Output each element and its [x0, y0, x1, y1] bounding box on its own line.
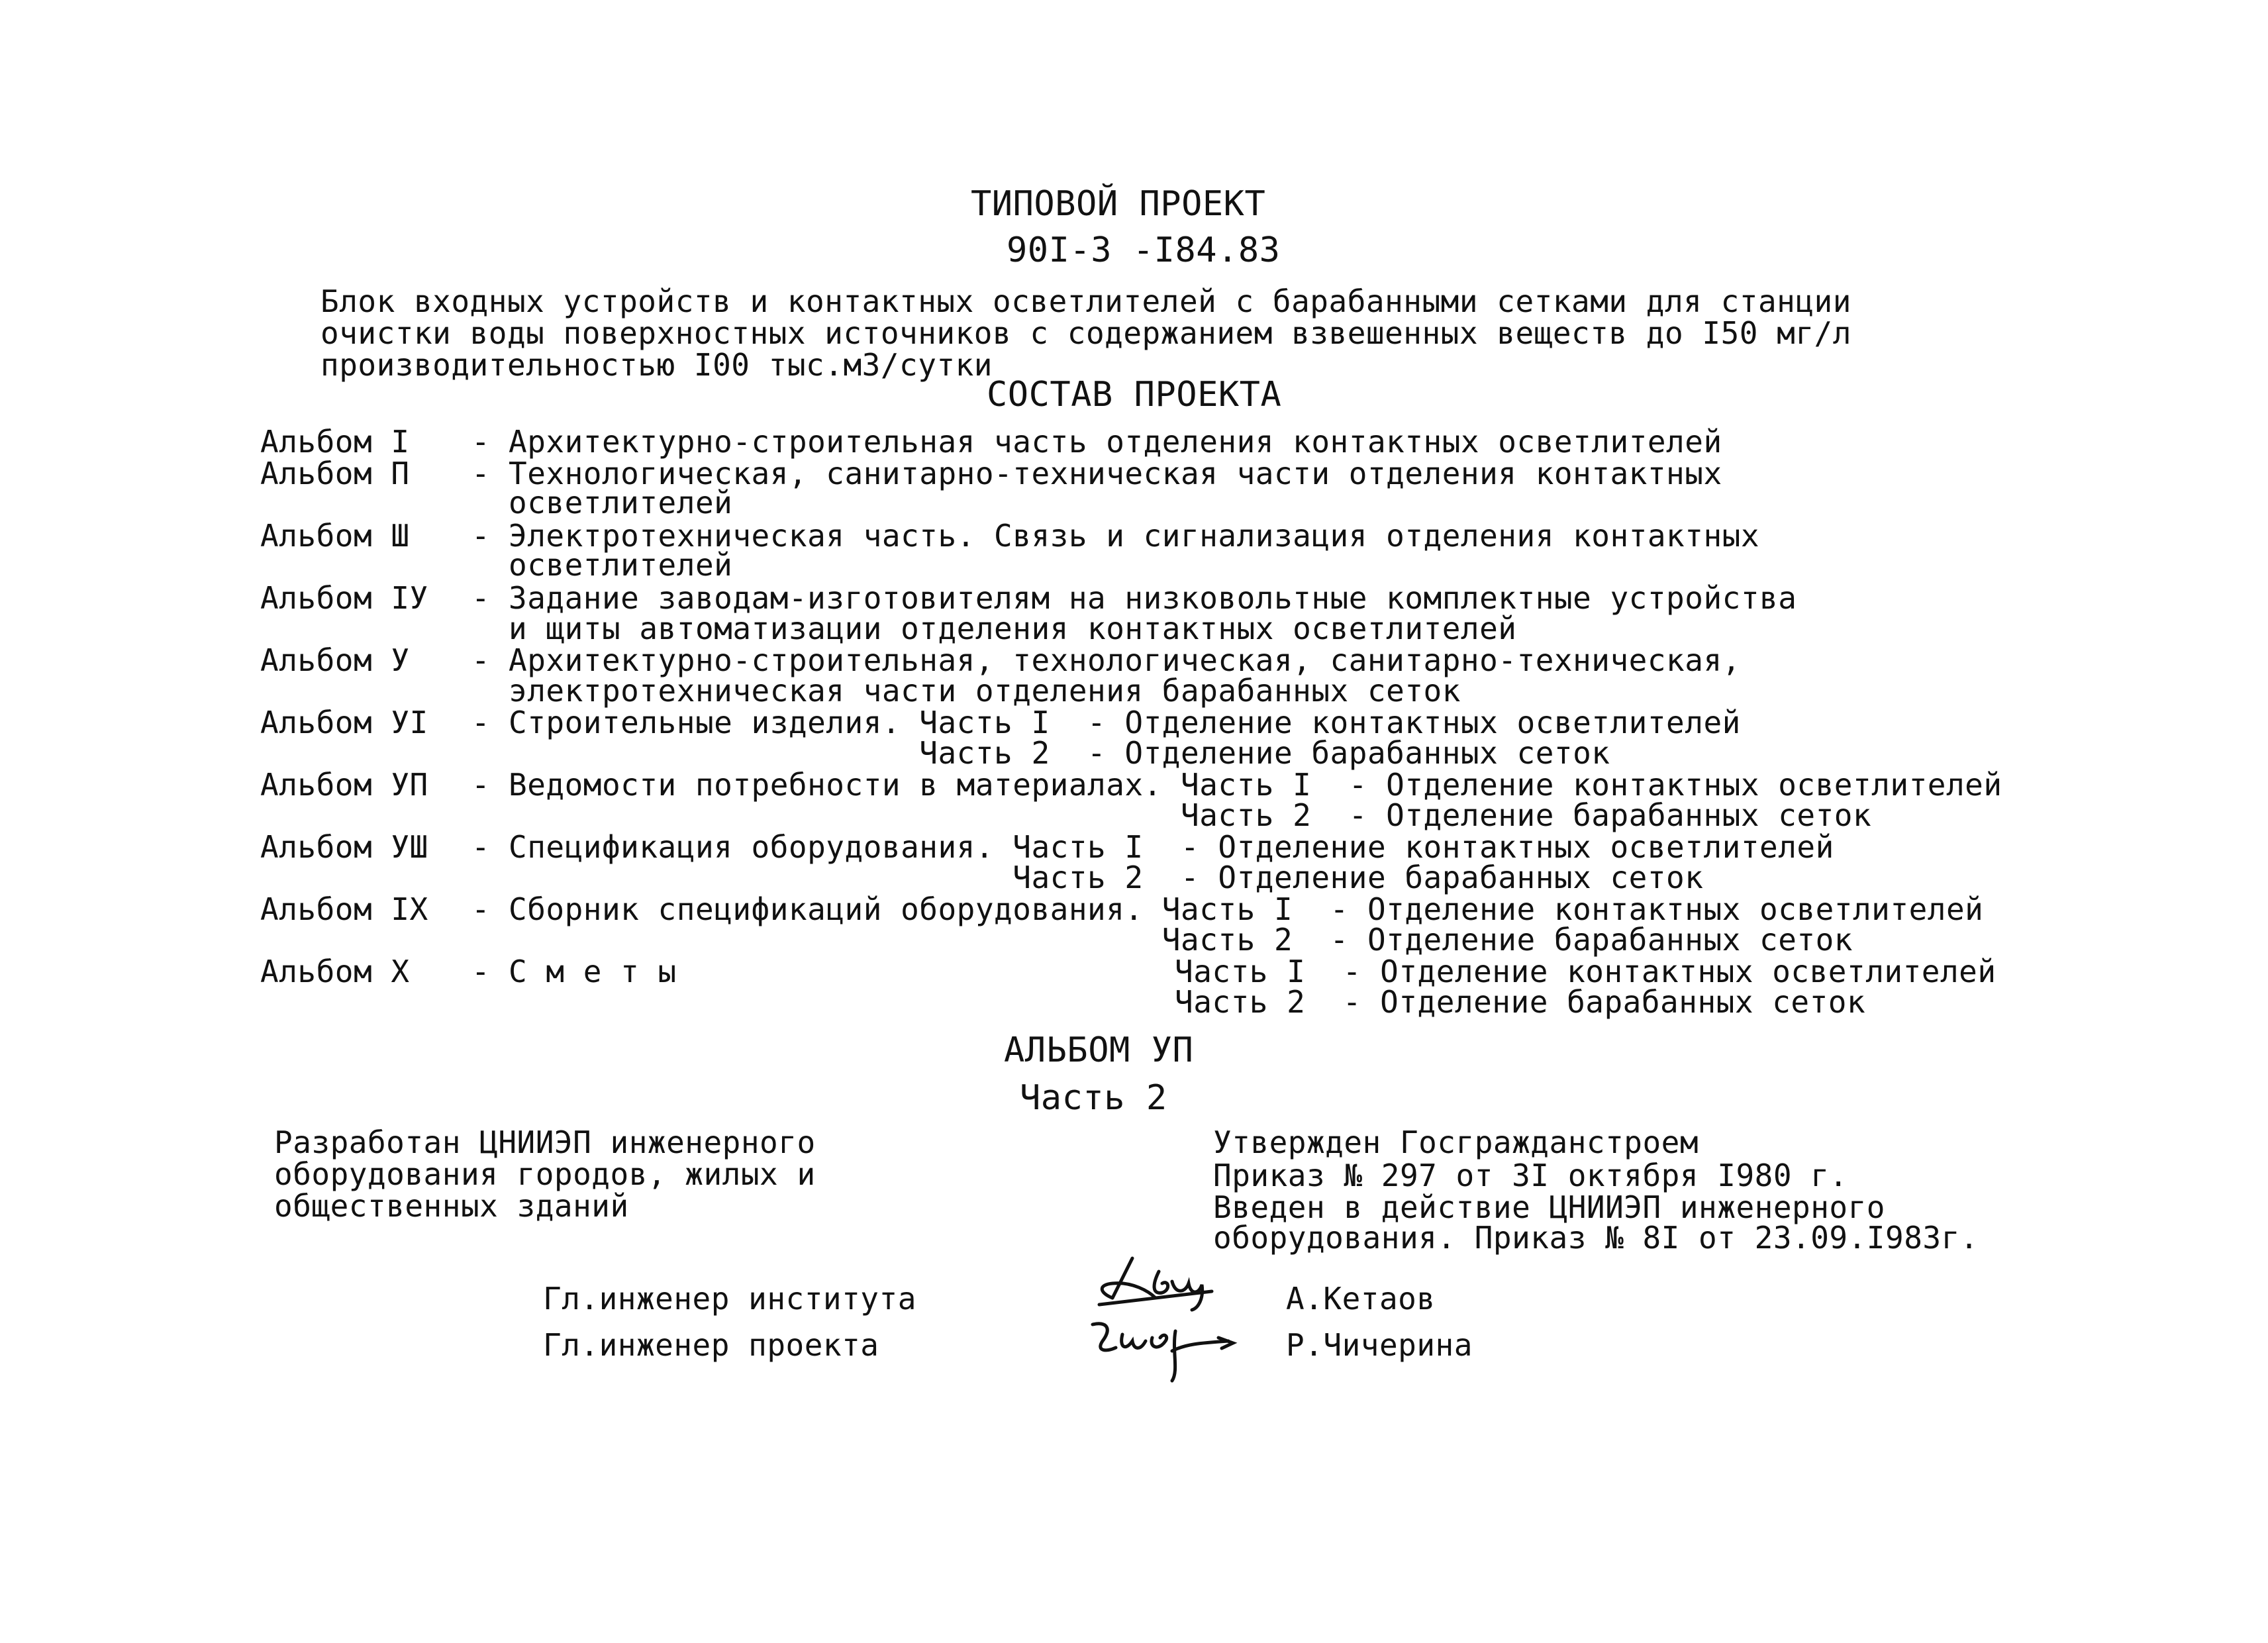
album-name: Альбом IX: [260, 891, 428, 927]
document-title: ТИПОВОЙ ПРОЕКТ: [971, 184, 1266, 224]
developer-line: оборудования городов, жилых и: [274, 1156, 816, 1192]
album-desc: электротехническая части отделения барабанных сеток: [509, 673, 1461, 709]
album-desc: Ведомости потребности в материалах. Часть I - Отделение контактных осветлителей: [509, 767, 2002, 803]
album-desc: Спецификация оборудования. Часть I - Отделение контактных осветлителей: [509, 829, 1834, 865]
signatory-name: Р.Чичерина: [1286, 1327, 1473, 1363]
album-name: Альбом У: [260, 642, 410, 678]
album-desc: Технологическая, санитарно-техническая части отделения контактных: [509, 456, 1722, 491]
album-dash: -: [471, 705, 491, 740]
smety-part-line: Часть I - Отделение контактных осветлителей: [1175, 954, 1997, 989]
album-dash: -: [471, 954, 491, 989]
description-line-3: производительностью I00 тыс.м3/сутки: [320, 347, 993, 383]
album-name: Альбом УШ: [260, 829, 428, 865]
album-dash: -: [471, 518, 491, 554]
album-desc: Часть 2 - Отделение барабанных сеток: [509, 922, 1853, 958]
album-name: Альбом Ш: [260, 518, 410, 554]
album-dash: -: [471, 456, 491, 491]
description-line-2: очистки воды поверхностных источников с содержанием взвешенных веществ до I50 мг/л: [320, 315, 1851, 351]
album-dash: -: [471, 580, 491, 616]
album-dash: -: [471, 829, 491, 865]
album-desc: осветлителей: [509, 485, 733, 521]
album-desc: С м е т ы: [509, 954, 677, 989]
album-desc: и щиты автоматизации отделения контактных осветлителей: [509, 611, 1517, 646]
album-dash: -: [471, 767, 491, 803]
approval-line: Приказ № 297 от 3I октября I980 г.: [1213, 1158, 1848, 1193]
smety-part-line: Часть 2 - Отделение барабанных сеток: [1175, 984, 1866, 1020]
developer-line: общественных зданий: [274, 1188, 629, 1224]
project-code: 90I-3 -I84.83: [1007, 230, 1281, 270]
album-desc: Часть 2 - Отделение барабанных сеток: [509, 797, 1872, 833]
album-desc: осветлителей: [509, 547, 733, 583]
album-name: Альбом X: [260, 954, 410, 989]
album-desc: Архитектурно-строительная часть отделения контактных осветлителей: [509, 424, 1722, 460]
album-dash: -: [471, 891, 491, 927]
section-title: СОСТАВ ПРОЕКТА: [987, 375, 1282, 415]
approval-line: Введен в действие ЦНИИЭП инженерного: [1213, 1189, 1885, 1225]
developer-line: Разработан ЦНИИЭП инженерного: [274, 1124, 816, 1160]
current-album-part: Часть 2: [1020, 1078, 1167, 1118]
description-line-1: Блок входных устройств и контактных осветлителей с барабанными сетками для станции: [320, 283, 1851, 319]
album-desc: Архитектурно-строительная, технологическая, санитарно-техническая,: [509, 642, 1741, 678]
album-name: Альбом П: [260, 456, 410, 491]
album-dash: -: [471, 424, 491, 460]
approval-line: Утвержден Госгражданстроем: [1213, 1124, 1699, 1160]
album-name: Альбом IУ: [260, 580, 428, 616]
album-desc: Часть 2 - Отделение барабанных сеток: [509, 860, 1704, 895]
album-desc: Задание заводам-изготовителям на низковольтные комплектные устройства: [509, 580, 1797, 616]
signatory-role: Гл.инженер проекта: [543, 1327, 879, 1363]
album-name: Альбом I: [260, 424, 410, 460]
album-desc: Сборник спецификаций оборудования. Часть I - Отделение контактных осветлителей: [509, 891, 1984, 927]
album-desc: Строительные изделия. Часть I - Отделение контактных осветлителей: [509, 705, 1741, 740]
signatory-name: А.Кетаов: [1286, 1281, 1436, 1317]
album-desc: Электротехническая часть. Связь и сигнализация отделения контактных: [509, 518, 1760, 554]
album-desc: Часть 2 - Отделение барабанных сеток: [509, 735, 1610, 771]
approval-line: оборудования. Приказ № 8I от 23.09.I983г.: [1213, 1220, 1979, 1256]
signatory-role: Гл.инженер института: [543, 1281, 916, 1317]
album-name: Альбом УI: [260, 705, 428, 740]
signature-ketaov: [1086, 1245, 1238, 1318]
album-dash: -: [471, 642, 491, 678]
current-album-name: АЛЬБОМ УП: [1004, 1030, 1194, 1070]
signature-chicherina: [1086, 1311, 1258, 1384]
album-name: Альбом УП: [260, 767, 428, 803]
